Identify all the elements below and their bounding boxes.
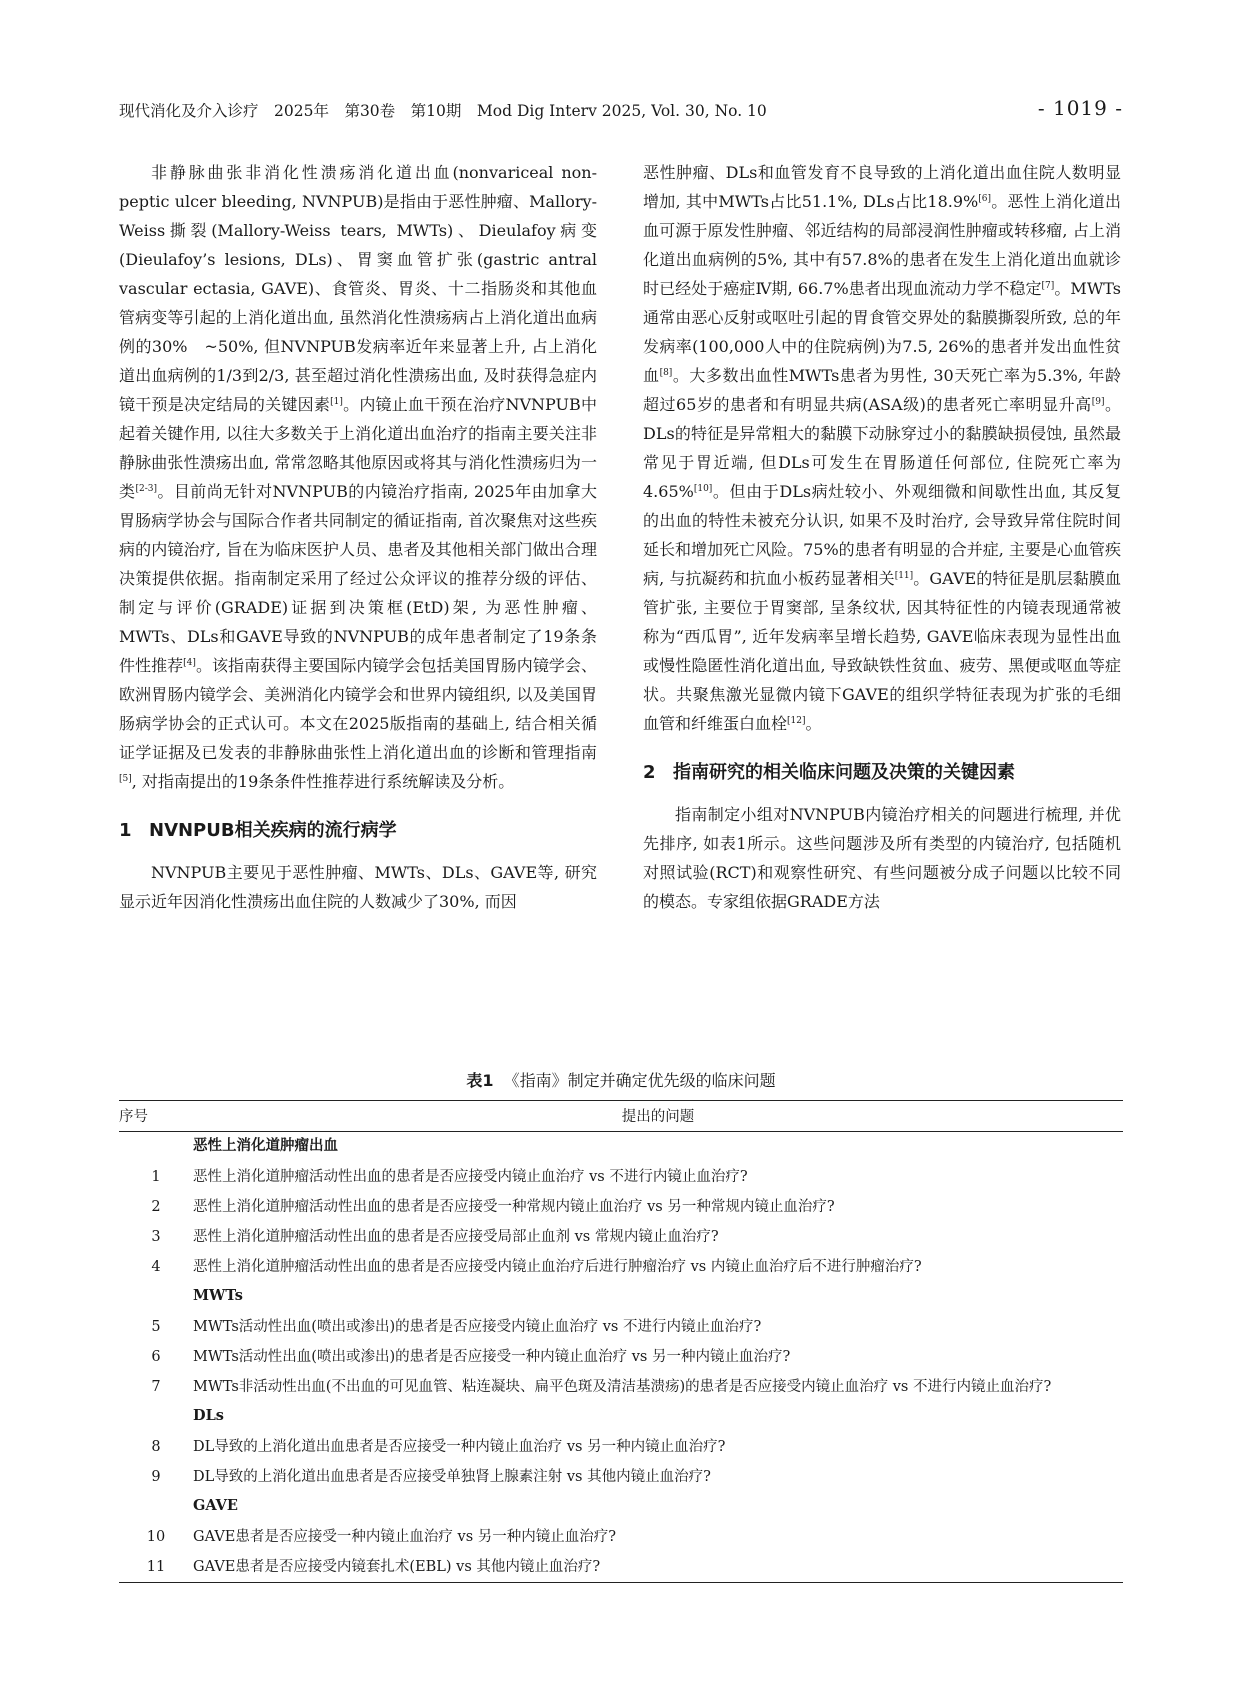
section-heading-1 [119,818,597,844]
group-title: DLs [193,1407,224,1424]
text-run: 。该指南获得主要国际内镜学会包括美国胃肠内镜学会、欧洲胃肠内镜学会、美洲消化内镜学会和世界内镜组织, 以及美国胃肠病学协会的正式认可。本文在2025版指南的基础上, 结合相关循证学证据及已发表的非静脉曲张性上消化道出血的诊断和管理指南 [119,656,597,762]
text-run: 。内镜止血干预在治疗NVNPUB中起着关键作用, 以往大多数关于上消化道出血治疗的指南主要关注非静脉曲张性溃疡出血, 常常忽略其他原因或将其与消化性溃疡归为一类 [119,395,597,501]
row-question: MWTs活动性出血(喷出或渗出)的患者是否应接受一种内镜止血治疗 vs 另一种内镜止血治疗? [193,1349,791,1365]
text-run: 。目前尚无针对NVNPUB的内镜治疗指南, 2025年由加拿大胃肠病学协会与国际合作者共同制定的循证指南, 首次聚焦对这些疾病的内镜治疗, 旨在为临床医护人员、患者及其他相关部门做出合理决策提供依据。指南制定采用了经过公众评议的推荐分级的评估、制定与评价(GRADE)证据到决策框(EtD)架, 为恶性肿瘤、MWTs、DLs和GAVE导致的NVNPUB的成年患者制定了19条条件性推荐 [119,482,597,675]
row-number: 5 [151,1319,161,1335]
column-header-question: 提出的问题 [193,1101,1123,1132]
table-row [119,1372,1123,1402]
table-row [119,1522,1123,1552]
row-number: 1 [151,1169,161,1185]
row-number: 7 [151,1379,161,1395]
table-row [119,1222,1123,1252]
row-number: 3 [151,1229,161,1245]
row-question: MWTs非活动性出血(不出血的可见血管、粘连凝块、扁平色斑及清洁基溃疡)的患者是否应接受内镜止血治疗 vs 不进行内镜止血治疗? [193,1379,1052,1395]
guideline-paragraph: 指南制定小组对NVNPUB内镜治疗相关的问题进行梳理, 并优先排序, 如表1所示。这些问题涉及所有类型的内镜治疗, 包括随机对照试验(RCT)和观察性研究、有些问题被分成子问题以比较不同的模态。专家组依据GRADE方法 [643,805,1121,911]
row-number: 11 [146,1559,166,1575]
table-row [119,1162,1123,1192]
table-group-row [119,1282,1123,1312]
text-run: 恶性肿瘤、DLs和血管发育不良导致的上消化道出血住院人数明显增加, 其中MWTs占比51.1%, DLs占比18.9% [643,163,1121,211]
right-column [643,158,1121,916]
text-run: 。 [805,714,822,733]
running-header [119,96,1123,123]
text-run: 非静脉曲张非消化性溃疡消化道出血(nonvariceal non-peptic ulcer bleeding, NVNPUB)是指由于恶性肿瘤、Mallory-Weiss撕裂(Mallory-Weiss tears, MWTs)、Dieulafoy病变(Dieulafoy’s lesions, DLs)、胃窦血管扩张(gastric antral vascular ectasia, GAVE)、食管炎、胃炎、十二指肠炎和其他血管病变等引起的上消化道出血, 虽然消化性溃疡病占上消化道出血病例的30% ~50%, 但NVNPUB发病率近年来显著上升, 占上消化道出血病例的1/3到2/3, 甚至超过消化性溃疡出血, 及时获得急症内镜干预是决定结局的关键因素 [119,163,597,414]
section-title: 指南研究的相关临床问题及决策的关键因素 [673,762,1015,783]
table-group-row [119,1492,1123,1522]
citation: [1] [330,397,343,407]
row-number: 9 [151,1469,161,1485]
table-header-row [119,1101,1123,1132]
column-header-number: 序号 [119,1101,193,1132]
text-run: 。恶性上消化道出血可源于原发性肿瘤、邻近结构的局部浸润性肿瘤或转移瘤, 占上消化道出血病例的5%, 其中有57.8%的患者在发生上消化道出血就诊时已经处于癌症Ⅳ期, 66.7%患者出现血流动力学不稳定 [643,192,1121,298]
table-label: 表1 [466,1071,494,1090]
group-title: GAVE [193,1497,238,1514]
row-number: 8 [151,1439,161,1455]
table-group-row [119,1402,1123,1432]
table-title: 《指南》制定并确定优先级的临床问题 [503,1071,776,1090]
epidemiology-paragraph: NVNPUB主要见于恶性肿瘤、MWTs、DLs、GAVE等, 研究显示近年因消化性溃疡出血住院的人数减少了30%, 而因 [119,863,597,911]
row-question: 恶性上消化道肿瘤活动性出血的患者是否应接受内镜止血治疗后进行肿瘤治疗 vs 内镜止血治疗后不进行肿瘤治疗? [193,1259,922,1275]
row-question: 恶性上消化道肿瘤活动性出血的患者是否应接受一种常规内镜止血治疗 vs 另一种常规内镜止血治疗? [193,1199,835,1215]
row-question: 恶性上消化道肿瘤活动性出血的患者是否应接受内镜止血治疗 vs 不进行内镜止血治疗? [193,1169,748,1185]
citation: [2-3] [135,484,157,494]
section-heading-2 [643,760,1121,786]
citation: [12] [787,716,806,726]
journal-citation: 现代消化及介入诊疗 2025年 第30卷 第10期 Mod Dig Interv 2025, Vol. 30, No. 10 [119,102,767,120]
intro-paragraph [119,158,597,796]
citation: [4] [183,658,196,668]
text-run: 。MWTs通常由恶心反射或呕吐引起的胃食管交界处的黏膜撕裂所致, 总的年发病率(100,000人中的住院病例)为7.5, 26%的患者并发出血性贫血 [643,279,1121,385]
table-caption [119,1068,1123,1091]
citation: [7] [1041,281,1055,291]
citation: [9] [1091,397,1105,407]
table-row [119,1312,1123,1342]
row-number: 6 [151,1349,161,1365]
text-run: 。但由于DLs病灶较小、外观细微和间歇性出血, 其反复的出血的特性未被充分认识, 如果不及时治疗, 会导致异常住院时间延长和增加死亡风险。75%的患者有明显的合并症, 主要是心血管疾病, 与抗凝药和抗血小板药显著相关 [643,482,1121,588]
group-title: 恶性上消化道肿瘤出血 [193,1137,338,1154]
row-question: MWTs活动性出血(喷出或渗出)的患者是否应接受内镜止血治疗 vs 不进行内镜止血治疗? [193,1319,762,1335]
row-question: GAVE患者是否应接受内镜套扎术(EBL) vs 其他内镜止血治疗? [193,1559,601,1575]
page-number: - 1019 - [1037,96,1123,120]
citation: [11] [894,571,914,581]
text-run: 。大多数出血性MWTs患者为男性, 30天死亡率为5.3%, 年龄超过65岁的患者和有明显共病(ASA级)的患者死亡率明显升高 [643,366,1121,414]
row-question: 恶性上消化道肿瘤活动性出血的患者是否应接受局部止血剂 vs 常规内镜止血治疗? [193,1229,719,1245]
group-title: MWTs [193,1287,243,1304]
table-row [119,1462,1123,1492]
row-number: 10 [146,1529,166,1545]
row-question: GAVE患者是否应接受一种内镜止血治疗 vs 另一种内镜止血治疗? [193,1529,617,1545]
epidemiology-continued-paragraph [643,158,1121,738]
table-row [119,1552,1123,1583]
citation: [10] [693,484,713,494]
table-row [119,1192,1123,1222]
row-question: DL导致的上消化道出血患者是否应接受一种内镜止血治疗 vs 另一种内镜止血治疗? [193,1439,726,1455]
text-run: 。DLs的特征是异常粗大的黏膜下动脉穿过小的黏膜缺损侵蚀, 虽然最常见于胃近端, 但DLs可发生在胃肠道任何部位, 住院死亡率为4.65% [643,395,1121,501]
section-number: 1 [119,820,132,841]
citation: [5] [119,774,132,784]
table-group-row [119,1132,1123,1163]
table-row [119,1252,1123,1282]
table-row [119,1432,1123,1462]
citation: [6] [978,194,991,204]
citation: [8] [659,368,673,378]
clinical-questions-table [119,1100,1123,1583]
section-number: 2 [643,762,656,783]
section-title: NVNPUB相关疾病的流行病学 [149,820,397,841]
text-run: 。GAVE的特征是肌层黏膜血管扩张, 主要位于胃窦部, 呈条纹状, 因其特征性的内镜表现通常被称为“西瓜胃”, 近年发病率呈增长趋势, GAVE临床表现为显性出血或慢性隐匿性消化道出血, 导致缺铁性贫血、疲劳、黑便或呕血等症状。共聚焦激光显微内镜下GAVE的组织学特征表现为扩张的毛细血管和纤维蛋白血栓 [643,569,1121,733]
row-number: 2 [151,1199,161,1215]
row-number: 4 [151,1259,161,1275]
row-question: DL导致的上消化道出血患者是否应接受单独肾上腺素注射 vs 其他内镜止血治疗? [193,1469,711,1485]
left-column [119,158,597,916]
text-run: , 对指南提出的19条条件性推荐进行系统解读及分析。 [131,772,515,791]
table-row [119,1342,1123,1372]
